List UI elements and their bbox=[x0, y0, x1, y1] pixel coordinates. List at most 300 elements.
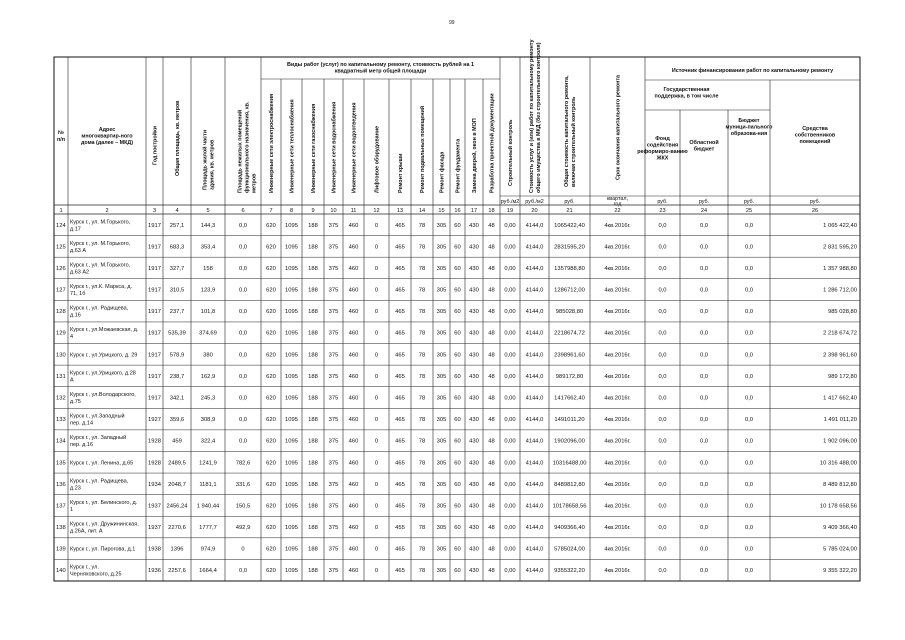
row-number: 138 bbox=[56, 525, 66, 532]
row-work-cost: 1095 bbox=[285, 244, 298, 251]
row-number: 124 bbox=[56, 222, 66, 229]
column-number: 15 bbox=[438, 208, 445, 214]
row-work-cost: 0 bbox=[374, 352, 379, 359]
row-nonres-area: 0 bbox=[241, 546, 245, 553]
column-number: 3 bbox=[152, 208, 157, 214]
header-work-5: Инженерные сети водоотведения bbox=[351, 102, 358, 193]
row-work-cost: 465 bbox=[395, 417, 405, 424]
row-control: 0,00 bbox=[504, 222, 516, 229]
row-number: 128 bbox=[56, 309, 66, 316]
row-work-cost: 465 bbox=[395, 503, 405, 510]
row-work-cost: 48 bbox=[488, 417, 495, 424]
row-municipal: 0,0 bbox=[744, 265, 754, 272]
row-work-cost: 465 bbox=[395, 373, 405, 380]
row-work-cost: 78 bbox=[418, 287, 426, 294]
row-address: Курск г., ул. М.Горького, bbox=[70, 262, 131, 269]
row-term: 4кв.2016г. bbox=[604, 417, 631, 424]
row-work-cost: 465 bbox=[395, 330, 405, 337]
row-living-area: 1664,4 bbox=[199, 568, 217, 575]
row-work-cost: 48 bbox=[488, 244, 495, 251]
row-living-area: 162,9 bbox=[200, 373, 216, 380]
row-control: 0,00 bbox=[504, 395, 516, 402]
row-total-cost: 985028,80 bbox=[555, 309, 584, 316]
row-work-cost: 48 bbox=[488, 525, 495, 532]
row-nonres-area: 0,0 bbox=[238, 395, 248, 402]
row-address: Курск г., ул. Радищева, bbox=[70, 305, 129, 312]
row-living-area: 1 940,44 bbox=[196, 503, 220, 510]
row-work-cost: 78 bbox=[418, 244, 426, 251]
row-term: 4кв.2016г. bbox=[604, 395, 631, 402]
row-owners: 985 028,80 bbox=[827, 309, 857, 316]
row-term: 4кв.2016г. bbox=[604, 222, 631, 229]
row-work-cost: 305 bbox=[436, 330, 447, 337]
row-address: Курск г., ул.Можаевская, д. bbox=[70, 327, 139, 334]
row-regional: 0,0 bbox=[699, 287, 709, 294]
row-nonres-area: 0,0 bbox=[238, 352, 248, 359]
row-work-cost: 1095 bbox=[285, 330, 298, 337]
column-number: 18 bbox=[488, 208, 495, 214]
row-work-cost: 78 bbox=[418, 222, 426, 229]
row-unit-cost: 4144,0 bbox=[525, 265, 544, 272]
row-total-cost: 2831595,20 bbox=[554, 244, 585, 251]
row-work-cost: 460 bbox=[348, 309, 359, 316]
row-owners: 1 286 712,00 bbox=[823, 287, 857, 294]
row-address: д.17 bbox=[70, 226, 81, 233]
row-work-cost: 78 bbox=[418, 352, 426, 359]
row-work-cost: 375 bbox=[328, 460, 339, 467]
row-unit-cost: 4144,0 bbox=[525, 373, 544, 380]
row-work-cost: 48 bbox=[488, 546, 495, 553]
row-total-area: 578,9 bbox=[169, 352, 185, 359]
row-work-cost: 188 bbox=[308, 309, 318, 316]
row-control: 0,00 bbox=[504, 309, 516, 316]
row-total-cost: 10316488,00 bbox=[552, 460, 587, 467]
header-no: п/п bbox=[56, 137, 66, 143]
header-total-area: Общая площадь, кв. метров bbox=[175, 100, 181, 176]
row-work-cost: 60 bbox=[454, 546, 461, 553]
row-work-cost: 460 bbox=[348, 481, 359, 488]
row-fund: 0,0 bbox=[658, 244, 667, 251]
page-number: 99 bbox=[449, 20, 455, 26]
header-control: Строительный контроль bbox=[508, 119, 514, 186]
row-work-cost: 188 bbox=[308, 222, 318, 229]
row-work-cost: 1095 bbox=[285, 287, 298, 294]
row-municipal: 0,0 bbox=[744, 287, 754, 294]
row-work-cost: 430 bbox=[469, 481, 479, 488]
row-total-cost: 2398961,60 bbox=[554, 352, 585, 359]
row-work-cost: 1095 bbox=[285, 438, 298, 445]
row-work-cost: 0 bbox=[374, 546, 379, 553]
row-year: 1927 bbox=[148, 417, 161, 424]
row-term: 4кв.2016г. bbox=[604, 438, 631, 445]
row-number: 140 bbox=[56, 568, 66, 575]
row-work-cost: 460 bbox=[348, 460, 359, 467]
row-unit-cost: 4144,0 bbox=[525, 481, 544, 488]
row-municipal: 0,0 bbox=[744, 417, 754, 424]
row-work-cost: 620 bbox=[266, 417, 276, 424]
row-work-cost: 460 bbox=[348, 395, 359, 402]
row-work-cost: 375 bbox=[328, 352, 339, 359]
row-living-area: 380 bbox=[203, 352, 213, 359]
row-total-cost: 1286712,00 bbox=[554, 287, 585, 294]
row-owners: 10 316 488,00 bbox=[819, 460, 857, 467]
row-work-cost: 465 bbox=[395, 222, 405, 229]
header-work-2: Инженерные сети теплоснабжения bbox=[289, 99, 296, 193]
row-living-area: 1241,9 bbox=[199, 460, 217, 467]
row-living-area: 245,3 bbox=[200, 395, 216, 402]
column-number: 12 bbox=[373, 208, 380, 214]
row-municipal: 0,0 bbox=[744, 373, 754, 380]
row-work-cost: 1095 bbox=[285, 373, 298, 380]
column-number: 16 bbox=[454, 208, 461, 214]
row-total-area: 1396 bbox=[170, 546, 184, 553]
row-municipal: 0,0 bbox=[744, 481, 754, 488]
row-year: 1917 bbox=[148, 373, 161, 380]
unit-rub: руб. bbox=[564, 199, 575, 205]
header-work-11: Замена дверей, окон в МОП bbox=[472, 118, 478, 193]
row-regional: 0,0 bbox=[699, 460, 709, 467]
header-living-area: здания, кв. метров bbox=[209, 139, 216, 190]
row-control: 0,00 bbox=[504, 330, 516, 337]
row-work-cost: 48 bbox=[488, 568, 495, 575]
row-work-cost: 188 bbox=[308, 373, 318, 380]
row-regional: 0,0 bbox=[699, 525, 709, 532]
row-total-cost: 9355322,20 bbox=[554, 568, 585, 575]
row-work-cost: 78 bbox=[418, 373, 426, 380]
row-fund: 0,0 bbox=[658, 503, 667, 510]
row-work-cost: 188 bbox=[308, 438, 318, 445]
row-control: 0,00 bbox=[504, 244, 516, 251]
row-work-cost: 375 bbox=[328, 244, 339, 251]
row-work-cost: 620 bbox=[266, 568, 276, 575]
row-municipal: 0,0 bbox=[744, 309, 754, 316]
column-number: 22 bbox=[614, 208, 621, 214]
row-work-cost: 0 bbox=[374, 222, 379, 229]
row-control: 0,00 bbox=[504, 438, 516, 445]
column-number: 14 bbox=[418, 208, 426, 214]
column-number: 6 bbox=[241, 208, 245, 214]
row-living-area: 1777,7 bbox=[199, 525, 217, 532]
row-work-cost: 1095 bbox=[285, 481, 298, 488]
column-number: 1 bbox=[59, 208, 63, 214]
header-total-cost: включая строительный контроль bbox=[571, 96, 577, 187]
column-number: 19 bbox=[506, 208, 514, 214]
row-work-cost: 305 bbox=[436, 395, 447, 402]
row-address: Курск г., ул. bbox=[70, 564, 99, 571]
row-nonres-area: 0,0 bbox=[238, 287, 248, 294]
row-work-cost: 430 bbox=[469, 222, 479, 229]
row-work-cost: 60 bbox=[454, 417, 461, 424]
row-year: 1936 bbox=[148, 568, 161, 575]
row-work-cost: 305 bbox=[436, 309, 447, 316]
row-total-area: 2257,6 bbox=[168, 568, 186, 575]
row-work-cost: 60 bbox=[454, 503, 461, 510]
header-term: Срок окончания капитального ремонта bbox=[615, 75, 622, 180]
row-fund: 0,0 bbox=[658, 373, 667, 380]
row-work-cost: 1095 bbox=[285, 222, 298, 229]
row-owners: 1 357 988,80 bbox=[823, 265, 857, 272]
row-municipal: 0,0 bbox=[744, 395, 754, 402]
row-total-cost: 1417662,40 bbox=[554, 395, 585, 402]
row-municipal: 0,0 bbox=[744, 352, 754, 359]
row-nonres-area: 0,0 bbox=[238, 309, 248, 316]
row-regional: 0,0 bbox=[699, 265, 709, 272]
header-unit-cost: Стоимость услуг и (или) работ по капитальному ремонту bbox=[529, 39, 535, 193]
row-year: 1928 bbox=[148, 460, 161, 467]
row-work-cost: 188 bbox=[308, 460, 318, 467]
row-address: д.26А, лит. А bbox=[70, 528, 103, 535]
row-address: д.23 bbox=[70, 485, 81, 492]
row-work-cost: 78 bbox=[418, 503, 426, 510]
row-work-cost: 188 bbox=[308, 503, 318, 510]
row-number: 137 bbox=[56, 503, 66, 510]
row-work-cost: 60 bbox=[454, 330, 461, 337]
row-address: 71, 1б bbox=[70, 291, 86, 298]
header-fund: Фонд содействия реформиро-ванию ЖКХ bbox=[637, 136, 688, 162]
header-state-group: Государственная поддержка, в том числе bbox=[654, 87, 719, 100]
row-total-cost: 1902096,00 bbox=[554, 438, 585, 445]
row-term: 4кв.2016г. bbox=[604, 460, 631, 467]
row-nonres-area: 0,0 bbox=[238, 330, 248, 337]
row-work-cost: 430 bbox=[469, 417, 479, 424]
row-work-cost: 0 bbox=[374, 244, 379, 251]
row-unit-cost: 4144,0 bbox=[525, 287, 544, 294]
row-year: 1937 bbox=[148, 503, 161, 510]
row-work-cost: 305 bbox=[436, 265, 447, 272]
row-work-cost: 305 bbox=[436, 287, 447, 294]
row-work-cost: 465 bbox=[395, 460, 405, 467]
row-regional: 0,0 bbox=[699, 309, 709, 316]
row-work-cost: 0 bbox=[374, 417, 379, 424]
column-number: 8 bbox=[289, 208, 294, 214]
row-regional: 0,0 bbox=[699, 330, 709, 337]
row-work-cost: 620 bbox=[266, 481, 276, 488]
row-unit-cost: 4144,0 bbox=[525, 352, 544, 359]
row-total-area: 2270,6 bbox=[168, 525, 186, 532]
row-work-cost: 465 bbox=[395, 265, 405, 272]
row-work-cost: 1095 bbox=[285, 568, 298, 575]
header-work-8: Ремонт подвальных помещений bbox=[420, 105, 426, 193]
row-municipal: 0,0 bbox=[744, 546, 754, 553]
row-year: 1917 bbox=[148, 287, 161, 294]
row-work-cost: 460 bbox=[348, 287, 359, 294]
header-work-4: Инженерные сети водоснабжения bbox=[331, 101, 338, 193]
row-address: 1 bbox=[70, 506, 74, 513]
row-work-cost: 305 bbox=[436, 525, 447, 532]
column-number: 7 bbox=[269, 208, 273, 214]
row-owners: 1 491 011,20 bbox=[823, 417, 857, 424]
row-living-area: 101,8 bbox=[200, 309, 216, 316]
row-control: 0,00 bbox=[504, 373, 516, 380]
row-work-cost: 430 bbox=[469, 373, 479, 380]
row-owners: 2 398 961,60 bbox=[823, 352, 857, 359]
header-sources-group: Источник финансирования работ по капитальному ремонту bbox=[671, 68, 834, 74]
row-number: 126 bbox=[56, 265, 66, 272]
row-control: 0,00 bbox=[504, 287, 516, 294]
row-fund: 0,0 bbox=[658, 438, 667, 445]
row-year: 1917 bbox=[148, 244, 161, 251]
row-work-cost: 188 bbox=[308, 568, 318, 575]
row-work-cost: 430 bbox=[469, 287, 479, 294]
row-year: 1917 bbox=[148, 222, 161, 229]
row-nonres-area: 0,0 bbox=[238, 438, 248, 445]
row-regional: 0,0 bbox=[699, 568, 709, 575]
row-work-cost: 430 bbox=[469, 460, 479, 467]
header-work-9: Ремонт фасада bbox=[439, 151, 446, 193]
row-work-cost: 0 bbox=[374, 395, 379, 402]
row-fund: 0,0 bbox=[658, 352, 667, 359]
row-work-cost: 375 bbox=[328, 373, 339, 380]
row-nonres-area: 0,0 bbox=[238, 568, 248, 575]
row-living-area: 123,9 bbox=[200, 287, 216, 294]
row-total-area: 2489,5 bbox=[168, 460, 186, 467]
row-regional: 0,0 bbox=[699, 222, 709, 229]
row-work-cost: 305 bbox=[436, 222, 447, 229]
row-work-cost: 375 bbox=[328, 525, 339, 532]
row-address: Курск г., ул. М.Горького, bbox=[70, 219, 131, 226]
row-work-cost: 460 bbox=[348, 417, 359, 424]
row-fund: 0,0 bbox=[658, 417, 667, 424]
row-term: 4кв.2016г. bbox=[604, 287, 631, 294]
row-regional: 0,0 bbox=[699, 481, 709, 488]
row-work-cost: 1095 bbox=[285, 265, 298, 272]
row-total-cost: 1491011,20 bbox=[554, 417, 585, 424]
row-work-cost: 1095 bbox=[285, 503, 298, 510]
column-number: 5 bbox=[206, 208, 210, 214]
header-unit-cost: общего имущества в МКД (без строительного контроля) bbox=[536, 42, 542, 193]
row-work-cost: 78 bbox=[418, 330, 426, 337]
row-work-cost: 78 bbox=[418, 265, 426, 272]
row-work-cost: 78 bbox=[418, 481, 426, 488]
row-number: 139 bbox=[56, 546, 66, 553]
row-work-cost: 60 bbox=[454, 481, 461, 488]
row-work-cost: 460 bbox=[348, 352, 359, 359]
unit-rub: руб. bbox=[743, 199, 755, 205]
row-nonres-area: 0,0 bbox=[238, 417, 248, 424]
row-fund: 0,0 bbox=[658, 395, 667, 402]
row-address: Курск г., ул. Пирогова, д.1 bbox=[70, 546, 136, 553]
row-work-cost: 620 bbox=[266, 222, 276, 229]
row-owners: 10 178 658,56 bbox=[819, 503, 857, 510]
row-address: д.75 bbox=[70, 399, 81, 405]
row-regional: 0,0 bbox=[699, 395, 709, 402]
row-work-cost: 305 bbox=[436, 244, 447, 251]
row-regional: 0,0 bbox=[699, 438, 709, 445]
row-address: Курск г., ул. Радищева, bbox=[70, 478, 129, 485]
row-work-cost: 460 bbox=[348, 373, 359, 380]
row-work-cost: 60 bbox=[454, 568, 461, 575]
row-work-cost: 465 bbox=[395, 546, 405, 553]
row-work-cost: 430 bbox=[469, 244, 479, 251]
row-municipal: 0,0 bbox=[744, 503, 754, 510]
row-work-cost: 0 bbox=[374, 287, 379, 294]
row-nonres-area: 150,5 bbox=[235, 503, 251, 510]
row-work-cost: 430 bbox=[469, 568, 479, 575]
row-work-cost: 188 bbox=[308, 546, 318, 553]
row-number: 132 bbox=[56, 395, 66, 402]
row-address: пер. д.16 bbox=[70, 442, 94, 449]
row-work-cost: 0 bbox=[374, 460, 379, 467]
row-address: 4 bbox=[70, 334, 74, 341]
row-total-cost: 989172,80 bbox=[555, 373, 584, 380]
row-year: 1917 bbox=[148, 309, 161, 316]
header-address: Адрес многоквартир-ного дома (далее – МКД) bbox=[80, 127, 134, 146]
unit-rub: руб. bbox=[657, 199, 668, 205]
row-work-cost: 1095 bbox=[285, 525, 298, 532]
unit-rub-m2: руб./м2 bbox=[500, 199, 520, 205]
row-work-cost: 620 bbox=[266, 503, 276, 510]
row-total-area: 237,7 bbox=[169, 309, 185, 316]
row-term: 4кв.2016г. bbox=[604, 352, 631, 359]
row-address: Курск г., ул. Ленина, д.65 bbox=[70, 460, 134, 467]
row-living-area: 158 bbox=[203, 265, 213, 272]
row-work-cost: 430 bbox=[469, 309, 479, 316]
row-work-cost: 1095 bbox=[285, 309, 298, 316]
row-nonres-area: 492,9 bbox=[235, 525, 251, 532]
row-work-cost: 620 bbox=[266, 438, 276, 445]
row-work-cost: 460 bbox=[348, 503, 359, 510]
row-term: 4кв.2016г. bbox=[604, 525, 631, 532]
row-year: 1934 bbox=[148, 481, 161, 488]
row-work-cost: 305 bbox=[436, 546, 447, 553]
row-address: пер. д.14 bbox=[70, 420, 94, 427]
column-number: 17 bbox=[470, 208, 478, 214]
row-work-cost: 465 bbox=[395, 309, 405, 316]
row-work-cost: 620 bbox=[266, 352, 276, 359]
row-address: Курск г., ул.Западный bbox=[70, 413, 125, 420]
row-fund: 0,0 bbox=[658, 525, 667, 532]
row-work-cost: 375 bbox=[328, 309, 339, 316]
row-work-cost: 430 bbox=[469, 265, 479, 272]
row-work-cost: 48 bbox=[488, 438, 495, 445]
row-owners: 2 831 595,20 bbox=[823, 244, 857, 251]
row-work-cost: 60 bbox=[454, 373, 461, 380]
row-work-cost: 0 bbox=[374, 330, 379, 337]
header-work-1: Инженерные сети электроснабжения bbox=[269, 93, 275, 193]
row-work-cost: 430 bbox=[469, 546, 479, 553]
row-work-cost: 375 bbox=[328, 503, 339, 510]
row-regional: 0,0 bbox=[699, 352, 709, 359]
row-nonres-area: 0,0 bbox=[238, 222, 248, 229]
row-regional: 0,0 bbox=[699, 373, 709, 380]
header-living-area: Площадь жилой части bbox=[202, 129, 209, 190]
row-municipal: 0,0 bbox=[744, 244, 754, 251]
row-work-cost: 48 bbox=[488, 373, 495, 380]
row-work-cost: 460 bbox=[348, 330, 359, 337]
header-no: № bbox=[57, 130, 65, 136]
row-year: 1938 bbox=[148, 546, 161, 553]
row-work-cost: 465 bbox=[395, 568, 405, 575]
header-work-10: Ремонт фундамента bbox=[455, 138, 462, 193]
row-work-cost: 48 bbox=[488, 395, 495, 402]
row-nonres-area: 0,0 bbox=[238, 373, 248, 380]
row-number: 125 bbox=[56, 244, 66, 251]
row-work-cost: 1095 bbox=[285, 546, 298, 553]
row-work-cost: 188 bbox=[308, 352, 318, 359]
row-work-cost: 620 bbox=[266, 330, 276, 337]
row-municipal: 0,0 bbox=[744, 525, 754, 532]
row-unit-cost: 4144,0 bbox=[525, 460, 544, 467]
row-number: 127 bbox=[56, 287, 66, 294]
row-owners: 1 065 422,40 bbox=[823, 222, 857, 229]
row-total-cost: 8489812,80 bbox=[554, 481, 585, 488]
row-work-cost: 430 bbox=[469, 438, 479, 445]
row-living-area: 308,9 bbox=[200, 417, 216, 424]
row-work-cost: 430 bbox=[469, 503, 479, 510]
row-work-cost: 375 bbox=[328, 287, 339, 294]
row-total-area: 342,1 bbox=[169, 395, 185, 402]
row-year: 1928 bbox=[148, 438, 161, 445]
